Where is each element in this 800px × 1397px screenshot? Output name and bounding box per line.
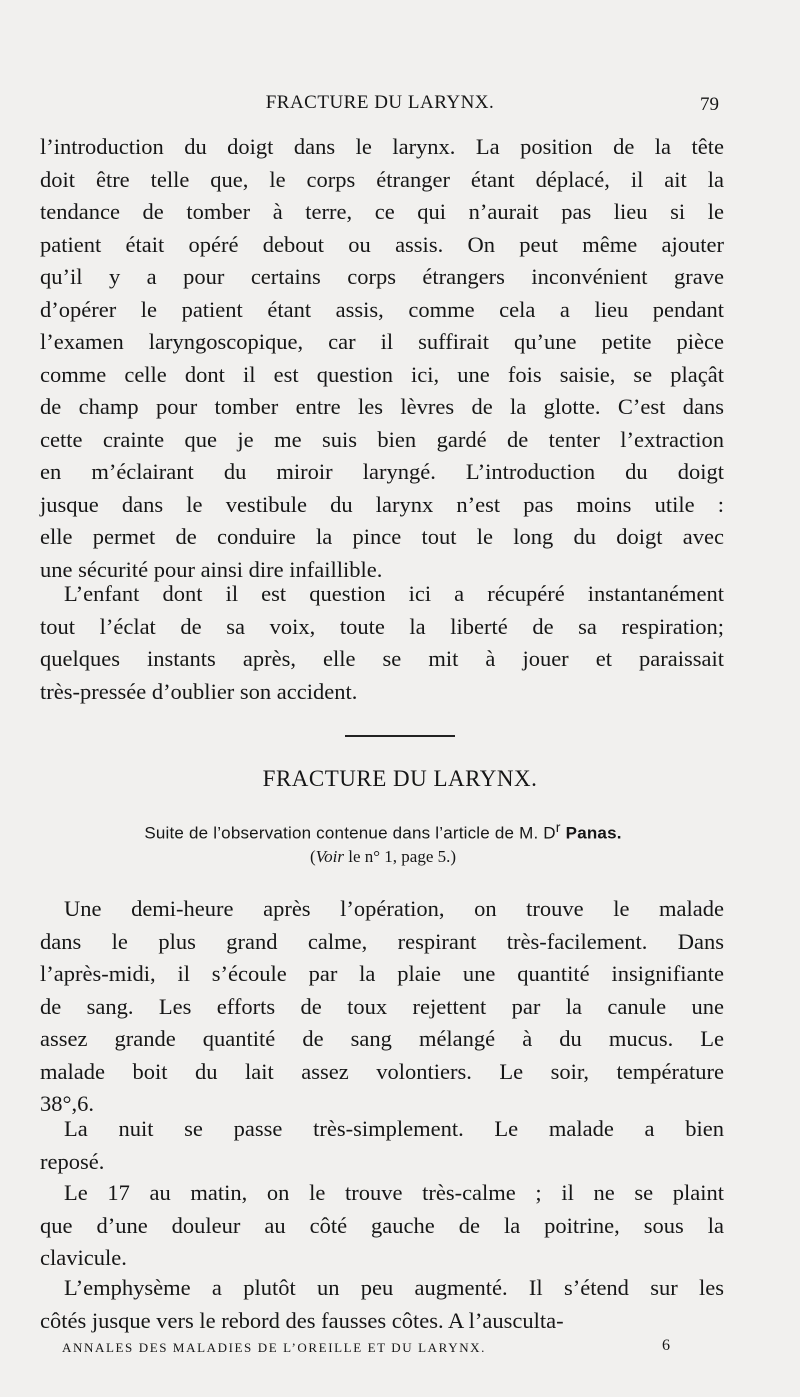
note-author: Panas. bbox=[565, 823, 622, 843]
text-line: comme celle dont il est question ici, une fois saisie, se plaçât bbox=[40, 361, 724, 387]
note-voir: Voir bbox=[315, 847, 344, 866]
text-line: La nuit se passe très-simplement. Le malade a bien bbox=[64, 1116, 724, 1141]
text-line: d’opérer le patient étant assis, comme cela a lieu pendant bbox=[40, 296, 724, 322]
text-line: quelques instants après, elle se mit à jouer et paraissait bbox=[40, 646, 724, 671]
note-superscript: r bbox=[555, 820, 561, 836]
text-line: l’introduction du doigt dans le larynx. La position de la tête bbox=[40, 134, 724, 159]
footer-journal-title: ANNALES DES MALADIES DE L’OREILLE ET DU LARYNX. bbox=[62, 1340, 487, 1355]
text-line: de champ pour tomber entre les lèvres de la glotte. C’est dans bbox=[40, 394, 724, 419]
text-line: tout l’éclat de sa voix, toute la liberté de sa respiration; bbox=[40, 613, 724, 639]
text-line: doit être telle que, le corps étranger étant déplacé, il ait la bbox=[40, 166, 724, 192]
paragraph-continued bbox=[40, 131, 724, 586]
text-line: L’enfant dont il est question ici a récupéré instantanément bbox=[64, 581, 724, 606]
paragraph-morning-17 bbox=[40, 1177, 724, 1275]
text-line: clavicule. bbox=[40, 1245, 127, 1270]
text-line: l’examen laryngoscopique, car il suffirait qu’une petite pièce bbox=[40, 329, 724, 354]
page-number: 79 bbox=[700, 94, 719, 115]
text-line: une sécurité pour ainsi dire infaillible. bbox=[40, 556, 383, 582]
running-title: FRACTURE DU LARYNX. bbox=[265, 92, 495, 113]
paragraph-night bbox=[40, 1113, 724, 1178]
text-line: assez grande quantité de sang mélangé à du mucus. Le bbox=[40, 1026, 724, 1051]
text-line: que d’une douleur au côté gauche de la poitrine, sous la bbox=[40, 1212, 724, 1238]
section-divider bbox=[345, 735, 455, 737]
text-line: L’emphysème a plutôt un peu augmenté. Il s’étend sur les bbox=[64, 1275, 724, 1300]
text-line: Une demi-heure après l’opération, on trouve le malade bbox=[64, 896, 724, 921]
text-line: cette crainte que je me suis bien gardé de tenter l’extraction bbox=[40, 426, 724, 452]
text-line: tendance de tomber à terre, ce qui n’aurait pas lieu si le bbox=[40, 199, 724, 224]
text-line: de sang. Les efforts de toux rejettent par la canule une bbox=[40, 993, 724, 1019]
text-line: qu’il y a pour certains corps étrangers inconvénient grave bbox=[40, 264, 724, 289]
text-line: elle permet de conduire la pince tout le long du doigt avec bbox=[40, 524, 724, 549]
text-line: très-pressée d’oublier son accident. bbox=[40, 678, 358, 704]
text-line: 38°,6. bbox=[40, 1091, 94, 1116]
note-ref: le n° 1, page 5.) bbox=[343, 847, 457, 866]
note-prefix: Suite de l’observation contenue dans l’article de M. D bbox=[144, 823, 556, 843]
section-note bbox=[0, 820, 766, 844]
text-line: patient était opéré debout ou assis. On peut même ajouter bbox=[40, 231, 724, 257]
text-line: en m’éclairant du miroir laryngé. L’introduction du doigt bbox=[40, 459, 724, 484]
section-note-reference: (Voir le n° 1, page 5.) bbox=[309, 847, 457, 866]
text-line: jusque dans le vestibule du larynx n’est pas moins utile : bbox=[40, 491, 724, 517]
paragraph-child-recovery bbox=[40, 578, 724, 708]
text-line: l’après-midi, il s’écoule par la plaie une quantité insignifiante bbox=[40, 961, 724, 986]
text-line: Le 17 au matin, on le trouve très-calme ; il ne se plaint bbox=[64, 1180, 724, 1205]
text-line: dans le plus grand calme, respirant très-facilement. Dans bbox=[40, 928, 724, 954]
footer-signature-mark: 6 bbox=[662, 1337, 670, 1354]
paragraph-emphysema bbox=[40, 1272, 724, 1337]
text-line: côtés jusque vers le rebord des fausses côtes. A l’ausculta- bbox=[40, 1307, 564, 1333]
text-line: reposé. bbox=[40, 1148, 105, 1174]
section-title: FRACTURE DU LARYNX. bbox=[262, 766, 538, 791]
text-line: malade boit du lait assez volontiers. Le soir, température bbox=[40, 1058, 724, 1084]
paragraph-after-operation bbox=[40, 893, 724, 1121]
